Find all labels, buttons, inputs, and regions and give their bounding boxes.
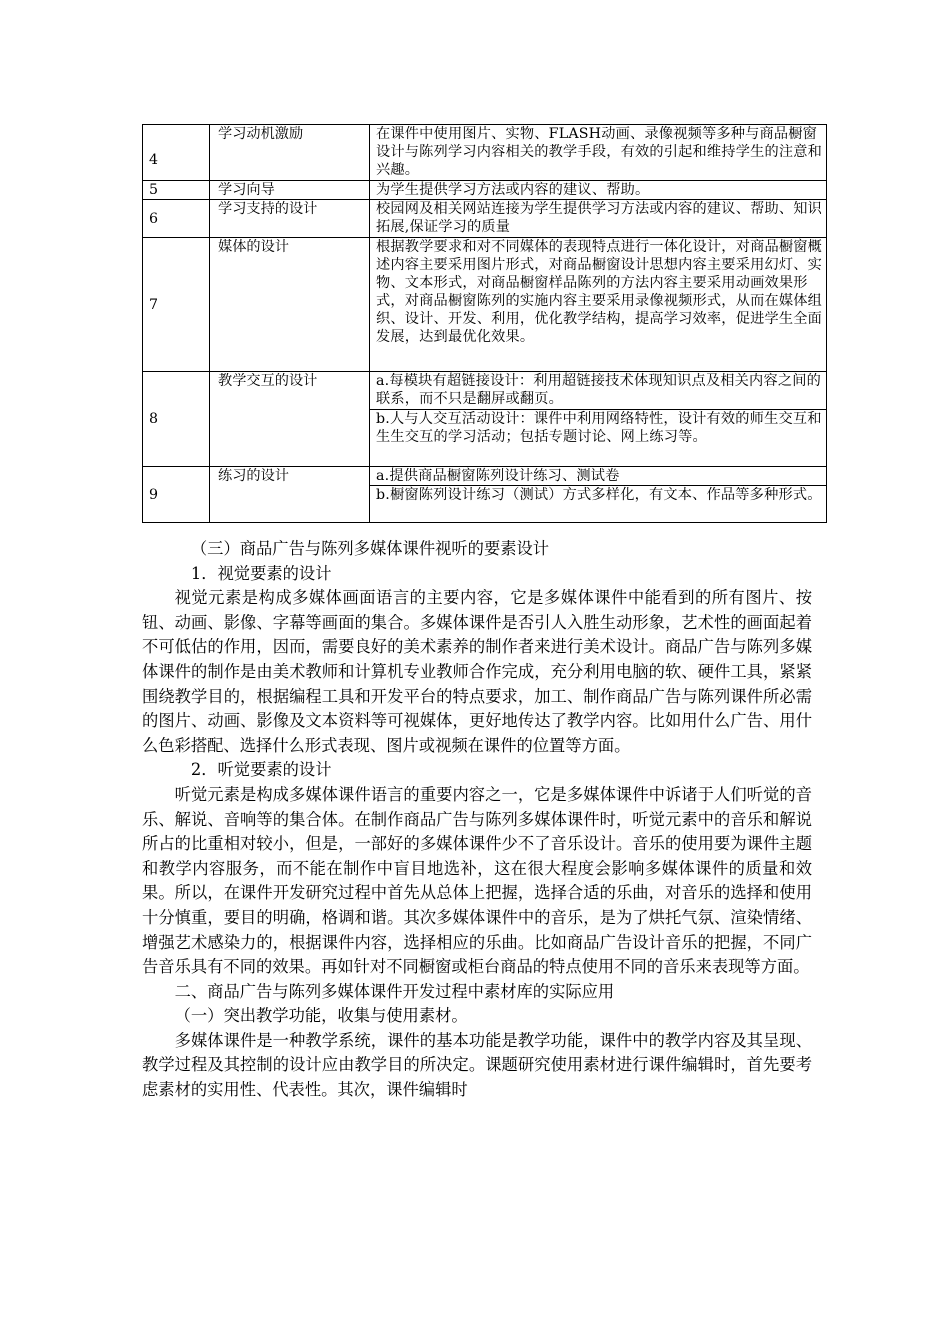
section-heading: 二、商品广告与陈列多媒体课件开发过程中素材库的实际应用	[174, 981, 615, 1001]
table-row	[143, 200, 827, 238]
row-description: 在课件中使用图片、实物、FLASH动画、录像视频等多种与商品橱窗设计与陈列学习内容相关的教学手段，有效的引起和维持学生的注意和兴趣。	[370, 125, 827, 181]
row-number: 5	[143, 181, 210, 200]
row-description: 校园网及相关网站连接为学生提供学习方法或内容的建议、帮助、知识拓展,保证学习的质量	[370, 200, 827, 238]
row-label: 学习动机激励	[210, 125, 370, 181]
subsection-heading: 1．视觉要素的设计	[190, 563, 332, 583]
row-description: 根据教学要求和对不同媒体的表现特点进行一体化设计，对商品橱窗概述内容主要采用图片形式，对商品橱窗设计思想内容主要采用幻灯、实物、文本形式，对商品橱窗样品陈列的方法内容主要采用动画效果形式，对商品橱窗陈列的实施内容主要采用录像视频形式，从而在媒体组织、设计、开发、利用，优化教学结构，提高学习效率，促进学生全面发展，达到最优化效果。	[370, 238, 827, 372]
row-label: 学习向导	[210, 181, 370, 200]
row-label: 学习支持的设计	[210, 200, 370, 238]
row-description: b.橱窗陈列设计练习（测试）方式多样化，有文本、作品等多种形式。	[370, 486, 827, 523]
paragraph: 视觉元素是构成多媒体画面语言的主要内容，它是多媒体课件中能看到的所有图片、按钮、动画、影像、字幕等画面的集合。多媒体课件是否引人入胜生动形象，艺术性的画面起着不可低估的作用，因而，需要良好的美术素养的制作者来进行美术设计。商品广告与陈列多媒体课件的制作是由美术教师和计算机专业教师合作完成，充分利用电脑的软、硬件工具，紧紧围绕教学目的，根据编程工具和开发平台的特点要求，加工、制作商品广告与陈列课件所必需的图片、动画、影像及文本资料等可视媒体，更好地传达了教学内容。比如用什么广告、用什么色彩搭配、选择什么形式表现、图片或视频在课件的位置等方面。	[142, 588, 812, 755]
subsection-heading: （一）突出教学功能，收集与使用素材。	[174, 1006, 468, 1026]
row-number: 6	[143, 200, 210, 238]
row-description: a.每模块有超链接设计：利用超链接技术体现知识点及相关内容之间的联系，而不只是翻屏或翻页。	[370, 372, 827, 410]
row-description: b.人与人交互活动设计：课件中利用网络特性，设计有效的师生交互和生生交互的学习活动；包括专题讨论、网上练习等。	[370, 410, 827, 467]
subsection-heading: 2．听觉要素的设计	[190, 760, 332, 780]
row-number: 4	[143, 125, 210, 181]
row-label: 教学交互的设计	[210, 372, 370, 467]
row-label: 媒体的设计	[210, 238, 370, 372]
table-row	[143, 125, 827, 181]
row-number: 9	[143, 467, 210, 523]
table-row	[143, 238, 827, 372]
design-elements-table	[142, 124, 827, 523]
body-text	[142, 537, 812, 1103]
section-heading: （三）商品广告与陈列多媒体课件视听的要素设计	[190, 539, 550, 558]
row-number: 7	[143, 238, 210, 372]
table-row	[143, 467, 827, 486]
paragraph: 听觉元素是构成多媒体课件语言的重要内容之一，它是多媒体课件中诉诸于人们听觉的音乐、解说、音响等的集合体。在制作商品广告与陈列多媒体课件时，听觉元素中的音乐和解说所占的比重相对较小，但是，一部好的多媒体课件少不了音乐设计。音乐的使用要为课件主题和教学内容服务，而不能在制作中盲目地选补，这在很大程度会影响多媒体课件的质量和效果。所以，在课件开发研究过程中首先从总体上把握，选择合适的乐曲，对音乐的选择和使用十分慎重，要目的明确，格调和谐。其次多媒体课件中的音乐，是为了烘托气氛、渲染情绪、增强艺术感染力的，根据课件内容，选择相应的乐曲。比如商品广告设计音乐的把握，不同广告音乐具有不同的效果。再如针对不同橱窗或柜台商品的特点使用不同的音乐来表现等方面。	[142, 784, 812, 977]
row-label: 练习的设计	[210, 467, 370, 523]
row-description: 为学生提供学习方法或内容的建议、帮助。	[370, 181, 827, 200]
paragraph: 多媒体课件是一种教学系统，课件的基本功能是教学功能，课件中的教学内容及其呈现、教学过程及其控制的设计应由教学目的所决定。课题研究使用素材进行课件编辑时，首先要考虑素材的实用性、代表性。其次，课件编辑时	[142, 1030, 812, 1100]
row-number: 8	[143, 372, 210, 467]
table-row	[143, 372, 827, 410]
row-description: a.提供商品橱窗陈列设计练习、测试卷	[370, 467, 827, 486]
table-row	[143, 181, 827, 200]
